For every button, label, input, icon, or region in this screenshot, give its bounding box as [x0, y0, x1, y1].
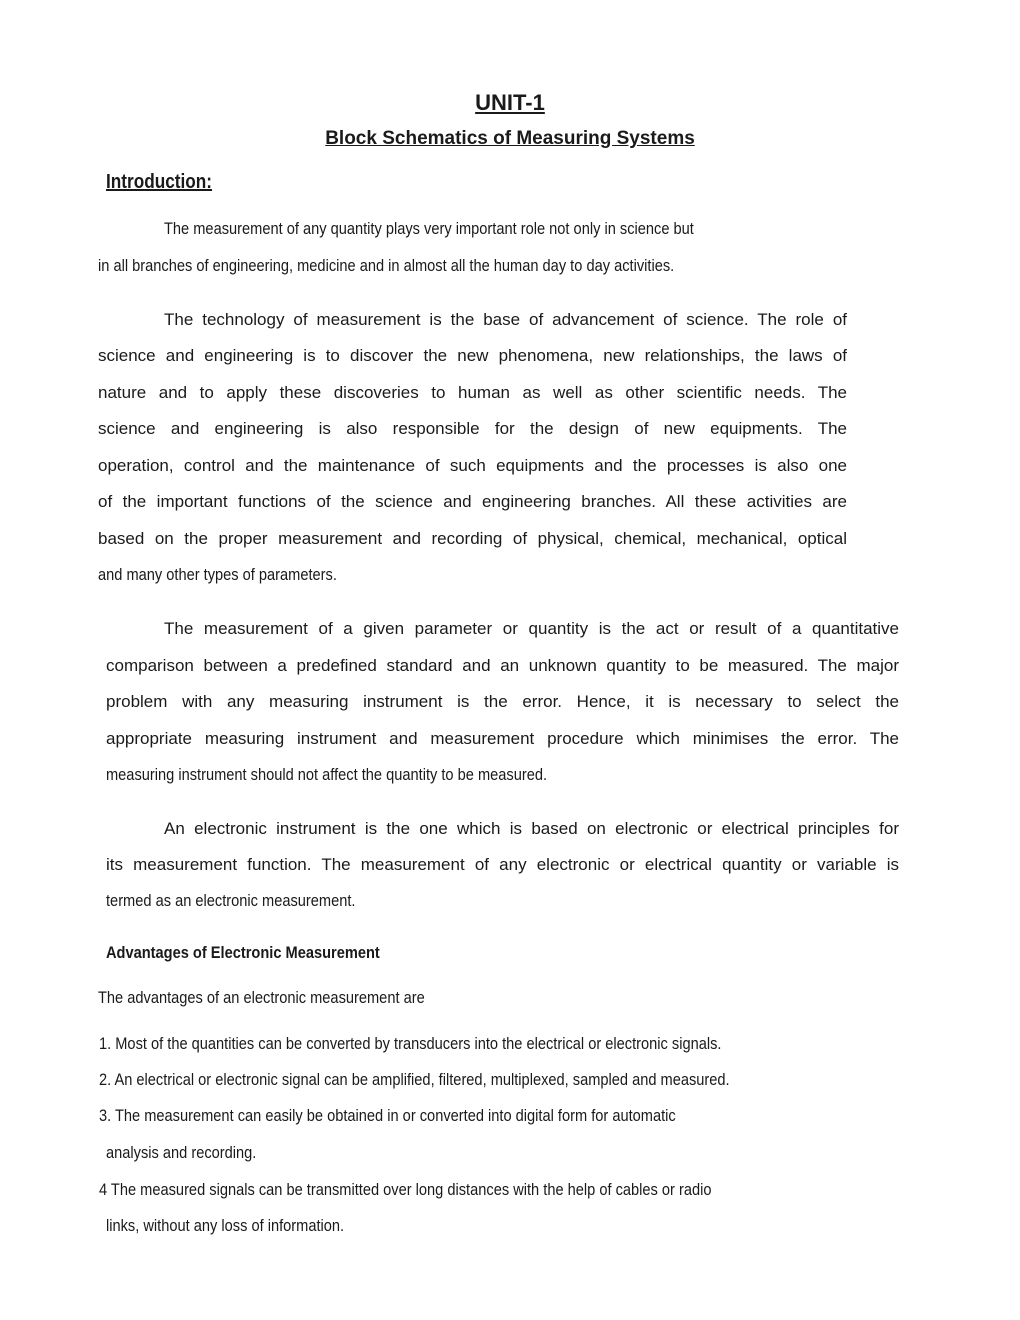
unit-title: UNIT-1: [475, 90, 545, 115]
paragraph-line: problem with any measuring instrument is the error. Hence, it is necessary to select the: [106, 692, 899, 711]
list-item-line: 1. Most of the quantities can be converted by transducers into the electrical or electronic signals.: [99, 1034, 722, 1053]
section-heading-advantages: Advantages of Electronic Measurement: [106, 943, 380, 962]
paragraph-line: termed as an electronic measurement.: [106, 891, 356, 910]
list-item-line: 4 The measured signals can be transmitted over long distances with the help of cables or radio: [99, 1180, 712, 1199]
paragraph-line: science and engineering is also responsible for the design of new equipments. The: [98, 419, 847, 438]
document-subtitle: Block Schematics of Measuring Systems: [325, 128, 695, 149]
advantages-intro: The advantages of an electronic measurement are: [98, 988, 425, 1007]
list-item-line: 3. The measurement can easily be obtained in or converted into digital form for automatic: [99, 1106, 676, 1125]
paragraph-line: operation, control and the maintenance of such equipments and the processes is also one: [98, 456, 847, 475]
paragraph-line: nature and to apply these discoveries to human as well as other scientific needs. The: [98, 383, 847, 402]
list-item-line: 2. An electrical or electronic signal can be amplified, filtered, multiplexed, sampled and measured.: [99, 1070, 730, 1089]
list-item-line: analysis and recording.: [106, 1143, 257, 1162]
paragraph-line: and many other types of parameters.: [98, 565, 337, 584]
paragraph-line: measuring instrument should not affect the quantity to be measured.: [106, 765, 548, 784]
paragraph-line: science and engineering is to discover the new phenomena, new relationships, the laws of: [98, 346, 847, 365]
paragraph-line: An electronic instrument is the one which is based on electronic or electrical principles for: [164, 819, 899, 838]
list-item-line: links, without any loss of information.: [106, 1216, 345, 1235]
paragraph-line: its measurement function. The measurement of any electronic or electrical quantity or variable is: [106, 855, 899, 874]
paragraph-line: of the important functions of the science and engineering branches. All these activities are: [98, 492, 847, 511]
paragraph-line: The measurement of a given parameter or quantity is the act or result of a quantitative: [164, 619, 899, 638]
paragraph-line: appropriate measuring instrument and measurement procedure which minimises the error. The: [106, 729, 899, 748]
section-heading-introduction: Introduction:: [106, 171, 213, 193]
paragraph-line: comparison between a predefined standard and an unknown quantity to be measured. The major: [106, 656, 899, 675]
paragraph-line: based on the proper measurement and recording of physical, chemical, mechanical, optical: [98, 529, 847, 548]
paragraph-line: in all branches of engineering, medicine and in almost all the human day to day activities.: [98, 256, 675, 275]
paragraph-line: The measurement of any quantity plays very important role not only in science but: [164, 219, 694, 238]
paragraph-line: The technology of measurement is the base of advancement of science. The role of: [164, 310, 847, 329]
